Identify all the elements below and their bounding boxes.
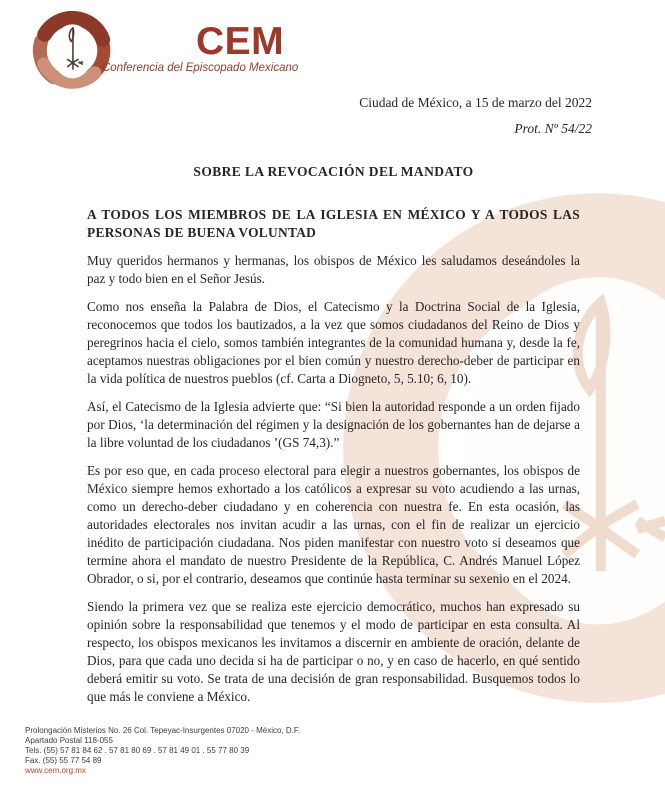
brand-tagline: Conferencia del Episcopado Mexicano	[102, 62, 299, 74]
protocol-number: Prot. Nº 54/22	[514, 121, 592, 136]
footer-address-line2: Apartado Postal 118-055	[25, 736, 113, 745]
brand-wordmark: CEM	[196, 20, 285, 63]
footer-address-line1: Prolongación Misterios No. 26 Col. Tepeyac-Insurgentes 07020 - México, D.F.	[25, 726, 301, 735]
document-title: SOBRE LA REVOCACIÓN DEL MANDATO	[193, 164, 474, 179]
paragraph: Es por eso que, en cada proceso electoral para elegir a nuestros gobernantes, los obispos de México siempre hemos exhortado a los católicos a expresar su voto acudiendo a las urnas, como un derecho-deber ciudadano y en coherencia con nuestra fe. En esta ocasión, las autoridades electorales nos invitan acudir a las urnas, con el fin de realizar un ejercicio inédito de participación ciudadana. Nos piden manifestar con nuestro voto si deseamos que termine ahora el mandato de nuestro Presidente de la República, C. Andrés Manuel López Obrador, o si, por el contrario, deseamos que continúe hasta terminar su sexenio en el 2024.	[87, 463, 580, 586]
letter-body	[87, 252, 580, 716]
letterhead-footer	[25, 726, 300, 776]
paragraph: Así, el Catecismo de la Iglesia advierte que: “Si bien la autoridad responde a un orden fijado por Dios, ‘la determinación del régimen y la designación de los gobernantes han de dejarse a la libre voluntad de los ciudadanos ’(GS 74,3).”	[87, 399, 580, 450]
paragraph: Muy queridos hermanos y hermanas, los obispos de México les saludamos deseándoles la paz y todo bien en el Señor Jesús.	[87, 253, 580, 286]
cem-ring-crosier-icon	[28, 7, 117, 94]
footer-website-link[interactable]: www.cem.org.mx	[25, 766, 86, 775]
salutation-heading: A TODOS LOS MIEMBROS DE LA IGLESIA EN MÉXICO Y A TODOS LAS PERSONAS DE BUENA VOLUNTAD	[87, 207, 580, 240]
paragraph: Como nos enseña la Palabra de Dios, el Catecismo y la Doctrina Social de la Iglesia, reconocemos que todos los bautizados, a la vez que somos ciudadanos del Reino de Dios y peregrinos hacia el cielo, somos también integrantes de la comunidad humana y, desde la fe, aceptamos nuestras obligaciones por el bien común y nuestro derecho-deber de participar en la vida política de nuestros pueblos (cf. Carta a Diogneto, 5, 5.10; 6, 10).	[87, 299, 580, 386]
dateline: Ciudad de México, a 15 de marzo del 2022	[359, 95, 592, 110]
paragraph: Siendo la primera vez que se realiza este ejercicio democrático, muchos han expresado su opinión sobre la responsabilidad que tenemos y el modo de participar en esta consulta. Al respecto, los obispos mexicanos les invitamos a discernir en ambiente de oración, delante de Dios, para que cada uno decida si ha de participar o no, y en caso de hacerlo, en qué sentido deberá emitir su voto. Se trata de una decisión de gran responsabilidad. Busquemos todos lo que más le conviene a México.	[87, 599, 580, 704]
footer-fax: Fax. (55) 55 77 54 89	[25, 756, 102, 765]
footer-phones: Tels. (55) 57 81 84 62 . 57 81 80 69 . 57 81 49 01 . 55 77 80 39	[25, 746, 250, 755]
